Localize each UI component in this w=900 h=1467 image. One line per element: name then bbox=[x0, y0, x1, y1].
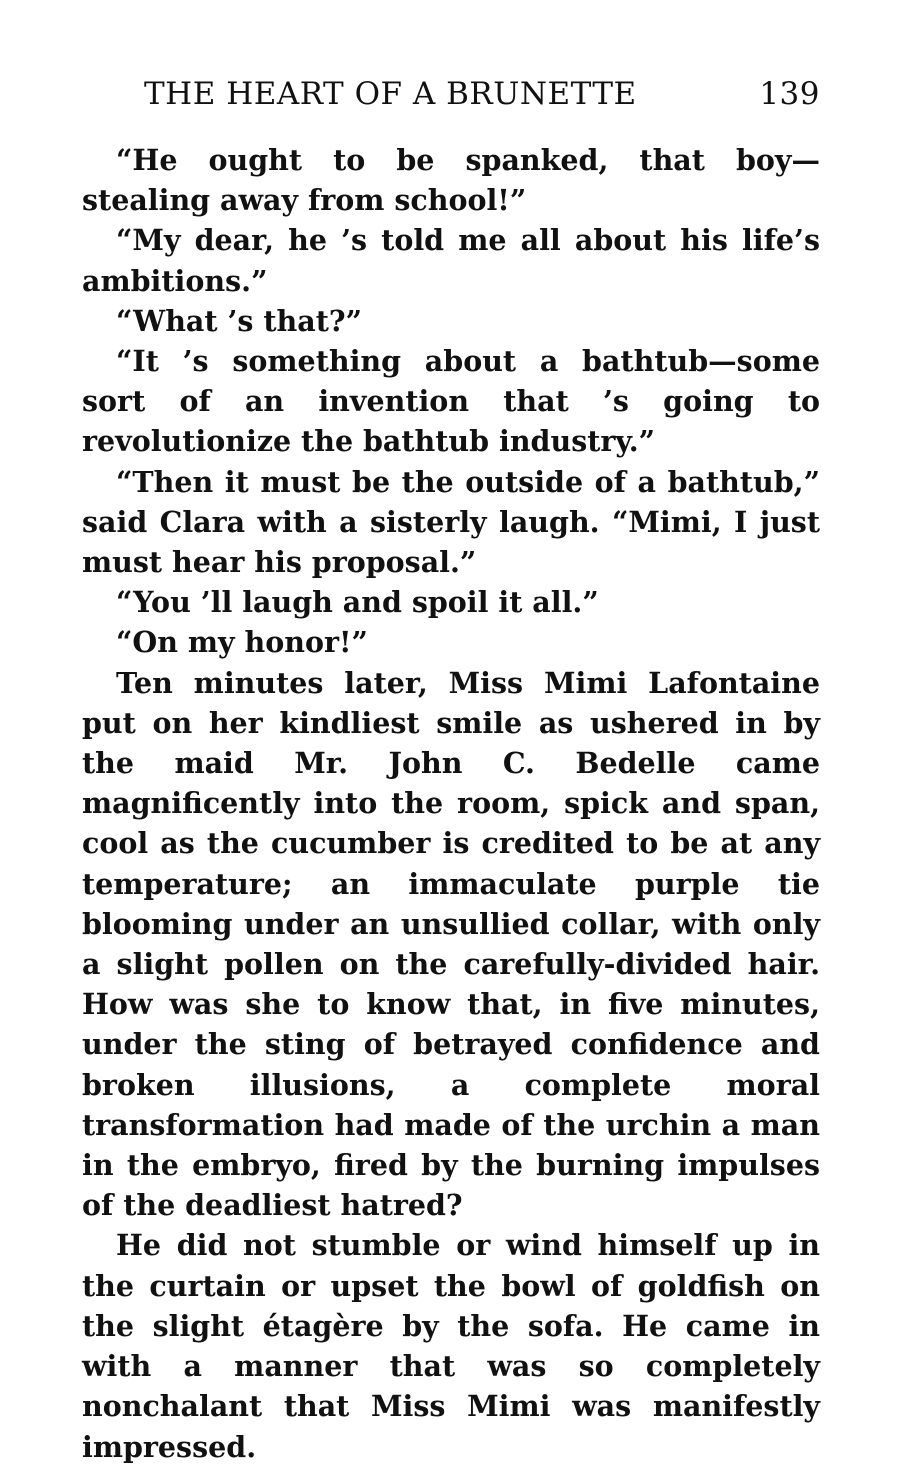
paragraph: “What ’s that?” bbox=[116, 303, 362, 338]
running-title: THE HEART OF A BRUNETTE bbox=[144, 76, 637, 112]
book-page bbox=[82, 76, 820, 1467]
running-head bbox=[82, 76, 820, 122]
paragraph: He did not stumble or wind himself up in the curtain or upset the bowl of goldfish on the slight étagère by the sofa. He came in with a manner that was so completely nonchalant that Miss Mimi was manifestly impressed. bbox=[82, 1228, 820, 1464]
paragraph: “My dear, he ’s told me all about his life’s ambitions.” bbox=[82, 223, 820, 298]
body-text bbox=[82, 140, 820, 1467]
paragraph: “It ’s something about a bathtub—some sort of an invention that ’s going to revolutionize the bathtub industry.” bbox=[82, 344, 820, 459]
page-number: 139 bbox=[759, 76, 820, 112]
paragraph: “Then it must be the outside of a bathtub,” said Clara with a sisterly laugh. “Mimi, I just must hear his proposal.” bbox=[82, 464, 820, 580]
paragraph: “On my honor!” bbox=[116, 625, 368, 660]
paragraph: “You ’ll laugh and spoil it all.” bbox=[116, 585, 599, 620]
paragraph: Ten minutes later, Miss Mimi Lafontaine put on her kindliest smile as ushered in by the maid Mr. John C. Bedelle came magnificently into the room, spick and span, cool as the cucumber is credited to be at any temperature; an immaculate purple tie blooming under an unsullied collar, with only a slight pollen on the carefully-divided hair. How was she to know that, in five minutes, under the sting of betrayed confidence and broken illusions, a complete moral transformation had made of the urchin a man in the embryo, fired by the burning impulses of the deadliest hatred? bbox=[82, 665, 820, 1223]
paragraph: “He ought to be spanked, that boy—stealing away from school!” bbox=[82, 143, 820, 218]
